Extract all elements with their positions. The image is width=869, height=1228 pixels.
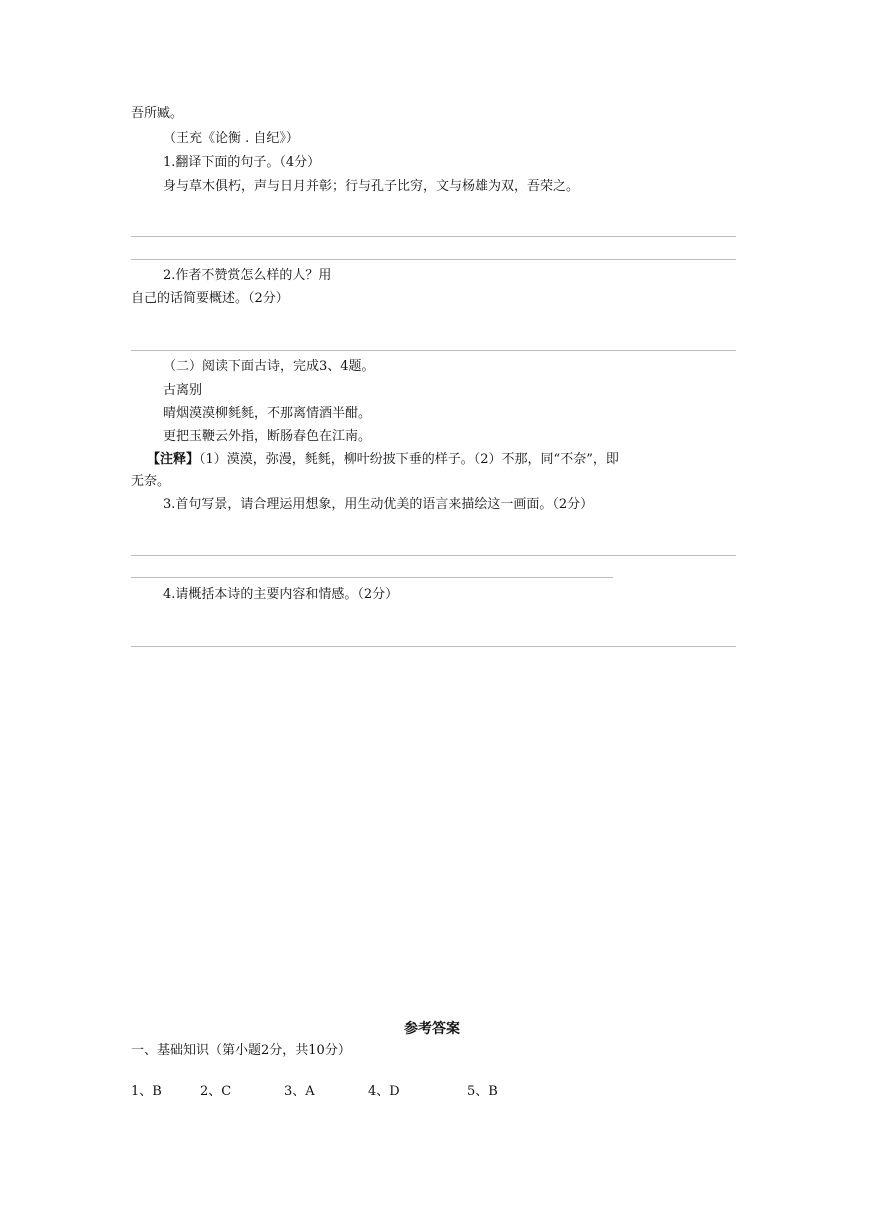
poem-note	[147, 452, 619, 468]
answers-title: 参考答案	[404, 1021, 460, 1037]
answer-line	[131, 577, 613, 578]
answer-line	[131, 555, 736, 556]
question-1-prompt: 1.翻译下面的句子。（4分）	[163, 155, 321, 170]
answer-item-1: 1、B	[131, 1084, 162, 1099]
passage-source: （王充《论衡 . 自纪》）	[163, 131, 299, 146]
answer-item-2: 2、C	[200, 1084, 232, 1099]
question-4-prompt: 4.请概括本诗的主要内容和情感。（2分）	[163, 587, 399, 602]
answer-line	[131, 350, 736, 351]
question-3-prompt: 3.首句写景，请合理运用想象，用生动优美的语言来描绘这一画面。（2分）	[163, 497, 594, 512]
poem-title: 古离别	[163, 383, 203, 398]
poem-line-1: 晴烟漠漠柳毵毵，不那离情酒半酣。	[163, 406, 372, 421]
question-1-sentence: 身与草木俱朽，声与日月并彰；行与孔子比穷，文与杨雄为双，吾荣之。	[163, 179, 580, 194]
note-text: （1）漠漠，弥漫，毵毵，柳叶纷披下垂的样子。（2）不那，同“不奈”，即	[199, 452, 619, 467]
answer-line	[131, 259, 736, 260]
section-2-heading: （二）阅读下面古诗，完成3、4题。	[163, 359, 375, 374]
answer-line	[131, 646, 736, 647]
question-2-prompt: 2.作者不赞赏怎么样的人？用	[163, 268, 332, 283]
answer-item-3: 3、A	[284, 1084, 315, 1099]
answer-line	[131, 236, 736, 237]
poem-note-continued: 无奈。	[131, 474, 171, 489]
passage-tail: 吾所臧。	[131, 106, 184, 121]
answer-item-4: 4、D	[368, 1084, 400, 1099]
poem-line-2: 更把玉鞭云外指，断肠春色在江南。	[163, 429, 372, 444]
answer-item-5: 5、B	[467, 1084, 498, 1099]
question-2-prompt-continued: 自己的话简要概述。（2分）	[131, 291, 289, 306]
answers-section-1: 一、基础知识（第小题2分，共10分）	[131, 1043, 351, 1058]
note-label: 【注释】	[147, 452, 200, 467]
